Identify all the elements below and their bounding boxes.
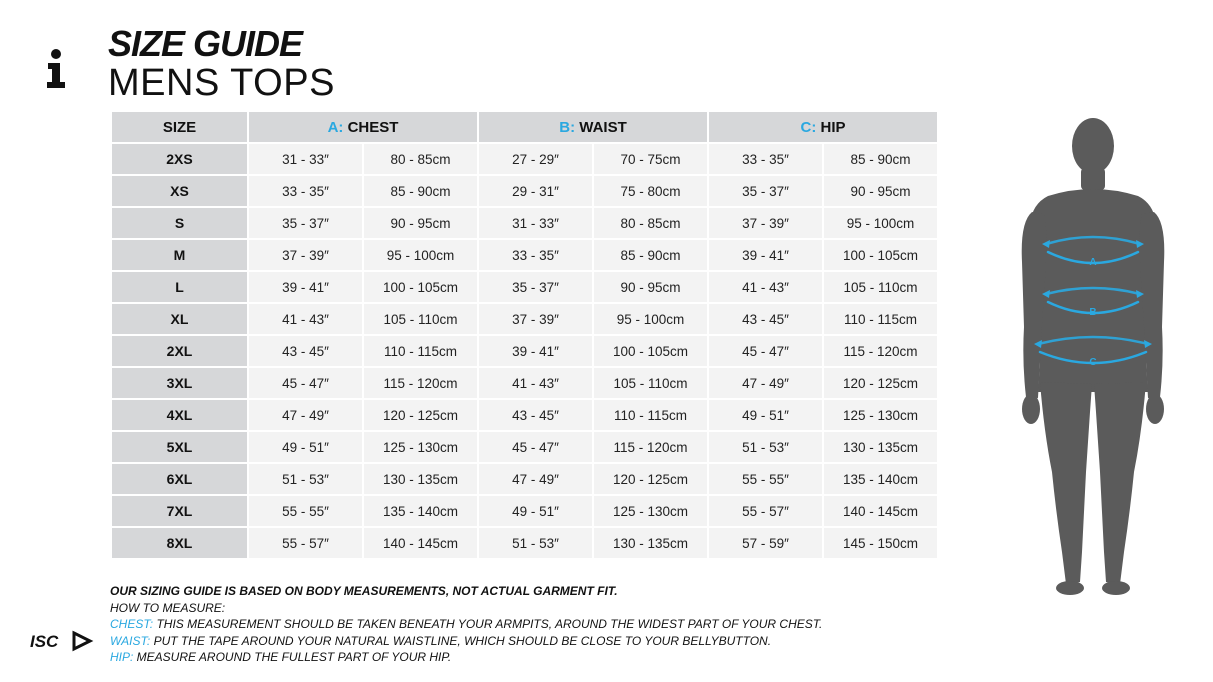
size-label-cell: 7XL	[112, 494, 247, 526]
measurement-cell: 51 - 53″	[709, 430, 822, 462]
header-waist-letter: B:	[559, 118, 576, 136]
measurement-cell: 39 - 41″	[479, 334, 592, 366]
table-body	[112, 142, 937, 558]
measurement-cell: 37 - 39″	[249, 238, 362, 270]
table-header-row	[112, 112, 937, 142]
table-row	[112, 430, 937, 462]
table-row	[112, 494, 937, 526]
page-subtitle: MENS TOPS	[108, 62, 335, 104]
table-row	[112, 302, 937, 334]
table-row	[112, 366, 937, 398]
size-label-cell: 6XL	[112, 462, 247, 494]
measurement-cell: 115 - 120cm	[824, 334, 937, 366]
measurement-cell: 31 - 33″	[249, 142, 362, 174]
header-waist-label: WAIST	[579, 118, 627, 136]
measurement-cell: 45 - 47″	[479, 430, 592, 462]
table-row	[112, 174, 937, 206]
hip-note	[110, 649, 822, 666]
measurement-cell: 85 - 90cm	[364, 174, 477, 206]
measurement-cell: 110 - 115cm	[824, 302, 937, 334]
table-row	[112, 270, 937, 302]
page-title: SIZE GUIDE	[108, 23, 303, 64]
size-label-cell: 2XS	[112, 142, 247, 174]
figure-label-a: A	[1089, 257, 1097, 268]
measurement-cell: 43 - 45″	[709, 302, 822, 334]
measurement-cell: 51 - 53″	[479, 526, 592, 558]
size-label-cell: M	[112, 238, 247, 270]
measurement-notes	[110, 583, 822, 666]
measurement-cell: 33 - 35″	[249, 174, 362, 206]
waist-note-keyword: WAIST:	[110, 633, 151, 648]
measurement-cell: 130 - 135cm	[824, 430, 937, 462]
chest-note-keyword: CHEST:	[110, 617, 154, 631]
table-row	[112, 142, 937, 174]
table-row	[112, 462, 937, 494]
body-silhouette-icon	[1018, 112, 1168, 598]
measurement-cell: 130 - 135cm	[364, 462, 477, 494]
measurement-cell: 100 - 105cm	[364, 270, 477, 302]
measurement-cell: 39 - 41″	[709, 238, 822, 270]
size-table	[110, 112, 939, 558]
chest-note	[110, 616, 822, 633]
measurement-cell: 125 - 130cm	[594, 494, 707, 526]
table-row	[112, 398, 937, 430]
measurement-cell: 33 - 35″	[479, 238, 592, 270]
measurement-cell: 45 - 47″	[249, 366, 362, 398]
measurement-cell: 27 - 29″	[479, 142, 592, 174]
measurement-cell: 41 - 43″	[709, 270, 822, 302]
measurement-cell: 45 - 47″	[709, 334, 822, 366]
measurement-cell: 125 - 130cm	[364, 430, 477, 462]
measurement-cell: 120 - 125cm	[594, 462, 707, 494]
header-hip-label: HIP	[820, 118, 846, 136]
measurement-cell: 55 - 55″	[709, 462, 822, 494]
table-row	[112, 238, 937, 270]
figure-label-b: B	[1089, 307, 1097, 318]
size-label-cell: 2XL	[112, 334, 247, 366]
measurement-cell: 57 - 59″	[709, 526, 822, 558]
header-hip	[709, 112, 937, 142]
table-row	[112, 206, 937, 238]
measurement-cell: 125 - 130cm	[824, 398, 937, 430]
table-row	[112, 334, 937, 366]
measurement-cell: 120 - 125cm	[364, 398, 477, 430]
measurement-cell: 90 - 95cm	[594, 270, 707, 302]
measurement-cell: 55 - 57″	[249, 526, 362, 558]
size-label-cell: 5XL	[112, 430, 247, 462]
chest-note-text: THIS MEASUREMENT SHOULD BE TAKEN BENEATH YOUR ARMPITS, AROUND THE WIDEST PART OF YOUR CHEST.	[153, 617, 823, 631]
measurement-cell: 85 - 90cm	[594, 238, 707, 270]
waist-note	[110, 633, 822, 650]
measurement-cell: 75 - 80cm	[594, 174, 707, 206]
measurement-cell: 35 - 37″	[249, 206, 362, 238]
measurement-cell: 80 - 85cm	[364, 142, 477, 174]
measurement-cell: 80 - 85cm	[594, 206, 707, 238]
measurement-cell: 90 - 95cm	[364, 206, 477, 238]
measurement-cell: 145 - 150cm	[824, 526, 937, 558]
size-label-cell: XL	[112, 302, 247, 334]
measurement-cell: 33 - 35″	[709, 142, 822, 174]
measurement-cell: 105 - 110cm	[594, 366, 707, 398]
measurement-cell: 120 - 125cm	[824, 366, 937, 398]
header-size: SIZE	[112, 112, 247, 142]
measurement-cell: 49 - 51″	[479, 494, 592, 526]
info-icon	[44, 48, 68, 88]
measurement-cell: 140 - 145cm	[364, 526, 477, 558]
measurement-cell: 47 - 49″	[249, 398, 362, 430]
measurement-cell: 35 - 37″	[709, 174, 822, 206]
measurement-cell: 70 - 75cm	[594, 142, 707, 174]
measurement-cell: 100 - 105cm	[824, 238, 937, 270]
measurement-cell: 95 - 100cm	[594, 302, 707, 334]
disclaimer-text: OUR SIZING GUIDE IS BASED ON BODY MEASUREMENTS, NOT ACTUAL GARMENT FIT.	[110, 584, 618, 598]
header-hip-letter: C:	[800, 118, 817, 136]
measurement-cell: 110 - 115cm	[594, 398, 707, 430]
header-chest	[249, 112, 477, 142]
measurement-cell: 41 - 43″	[479, 366, 592, 398]
figure-label-c: C	[1089, 357, 1097, 368]
hip-note-keyword: HIP:	[110, 650, 134, 664]
measurement-cell: 31 - 33″	[479, 206, 592, 238]
measurement-cell: 49 - 51″	[249, 430, 362, 462]
measurement-cell: 100 - 105cm	[594, 334, 707, 366]
measurement-cell: 95 - 100cm	[364, 238, 477, 270]
measurement-cell: 115 - 120cm	[594, 430, 707, 462]
size-label-cell: 4XL	[112, 398, 247, 430]
measurement-cell: 55 - 57″	[709, 494, 822, 526]
hip-note-text: MEASURE AROUND THE FULLEST PART OF YOUR HIP.	[133, 650, 452, 664]
measurement-cell: 105 - 110cm	[824, 270, 937, 302]
size-label-cell: 8XL	[112, 526, 247, 558]
header-chest-label: CHEST	[347, 118, 399, 136]
measurement-cell: 43 - 45″	[249, 334, 362, 366]
size-label-cell: S	[112, 206, 247, 238]
measurement-cell: 41 - 43″	[249, 302, 362, 334]
size-label-cell: XS	[112, 174, 247, 206]
measurement-cell: 110 - 115cm	[364, 334, 477, 366]
measurement-cell: 49 - 51″	[709, 398, 822, 430]
measurement-cell: 37 - 39″	[709, 206, 822, 238]
isc-logo-icon	[30, 630, 94, 652]
table-row	[112, 526, 937, 558]
measurement-cell: 43 - 45″	[479, 398, 592, 430]
measurement-cell: 37 - 39″	[479, 302, 592, 334]
measurement-cell: 140 - 145cm	[824, 494, 937, 526]
measurement-cell: 29 - 31″	[479, 174, 592, 206]
measurement-cell: 135 - 140cm	[824, 462, 937, 494]
measurement-cell: 105 - 110cm	[364, 302, 477, 334]
measurement-cell: 85 - 90cm	[824, 142, 937, 174]
measurement-cell: 135 - 140cm	[364, 494, 477, 526]
measurement-cell: 115 - 120cm	[364, 366, 477, 398]
measurement-cell: 95 - 100cm	[824, 206, 937, 238]
waist-note-text: PUT THE TAPE AROUND YOUR NATURAL WAISTLINE, WHICH SHOULD BE CLOSE TO YOUR BELLYBUTTON.	[150, 633, 772, 648]
logo-text: ISC	[30, 632, 59, 651]
size-label-cell: 3XL	[112, 366, 247, 398]
measurement-cell: 51 - 53″	[249, 462, 362, 494]
measurement-cell: 130 - 135cm	[594, 526, 707, 558]
measurement-cell: 35 - 37″	[479, 270, 592, 302]
measurement-cell: 47 - 49″	[479, 462, 592, 494]
measurement-cell: 90 - 95cm	[824, 174, 937, 206]
header-chest-letter: A:	[327, 118, 344, 136]
measurement-cell: 55 - 55″	[249, 494, 362, 526]
how-to-measure-heading: HOW TO MEASURE:	[110, 600, 226, 615]
header-waist	[479, 112, 707, 142]
measurement-cell: 47 - 49″	[709, 366, 822, 398]
measurement-cell: 39 - 41″	[249, 270, 362, 302]
size-label-cell: L	[112, 270, 247, 302]
